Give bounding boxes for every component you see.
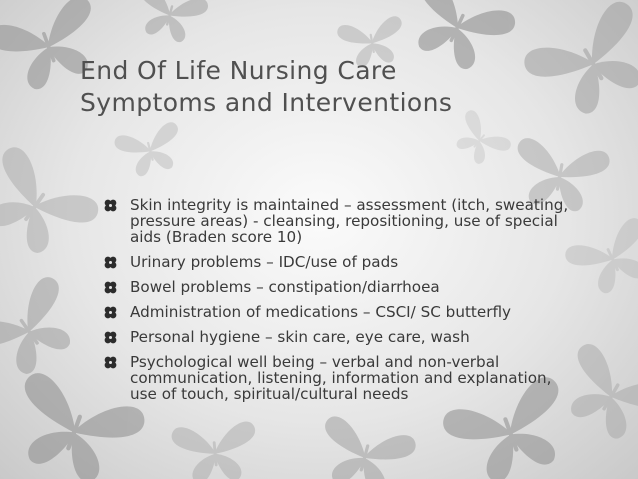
four-petal-flower-icon: [104, 281, 117, 294]
butterfly-icon: [0, 143, 103, 270]
bullet-text: Bowel problems – constipation/diarrhoea: [130, 278, 440, 296]
bullet-text: Psychological well being – verbal and non-verbal communication, listening, information and explanation, use of touch, spiritual/cultural needs: [130, 353, 552, 403]
butterfly-icon: [0, 273, 91, 389]
bullet-item: [104, 304, 574, 320]
bullet-text: Administration of medications – CSCI/ SC butterfly: [130, 303, 511, 321]
bullet-item: [104, 254, 574, 270]
title-line-2: Symptoms and Interventions: [80, 88, 453, 117]
butterfly-icon: [446, 108, 514, 173]
butterfly-icon: [311, 414, 418, 479]
four-petal-flower-icon: [104, 356, 117, 369]
four-petal-flower-icon: [104, 256, 117, 269]
bullet-list: [104, 197, 574, 411]
bullet-text: Personal hygiene – skin care, eye care, wash: [130, 328, 470, 346]
bullet-text: Skin integrity is maintained – assessment (itch, sweating, pressure areas) - cleansing, repositioning, use of special aids (Braden score 10): [130, 196, 569, 246]
slide-title: [80, 55, 452, 119]
four-petal-flower-icon: [104, 306, 117, 319]
title-line-1: End Of Life Nursing Care: [80, 56, 397, 85]
bullet-item: [104, 329, 574, 345]
butterfly-icon: [171, 421, 260, 479]
butterfly-icon: [130, 0, 210, 47]
butterfly-icon: [113, 121, 188, 181]
bullet-item: [104, 197, 574, 245]
butterfly-icon: [520, 0, 638, 130]
bullet-text: Urinary problems – IDC/use of pads: [130, 253, 399, 271]
four-petal-flower-icon: [104, 331, 117, 344]
bullet-item: [104, 279, 574, 295]
four-petal-flower-icon: [104, 199, 117, 212]
bullet-item: [104, 354, 574, 402]
